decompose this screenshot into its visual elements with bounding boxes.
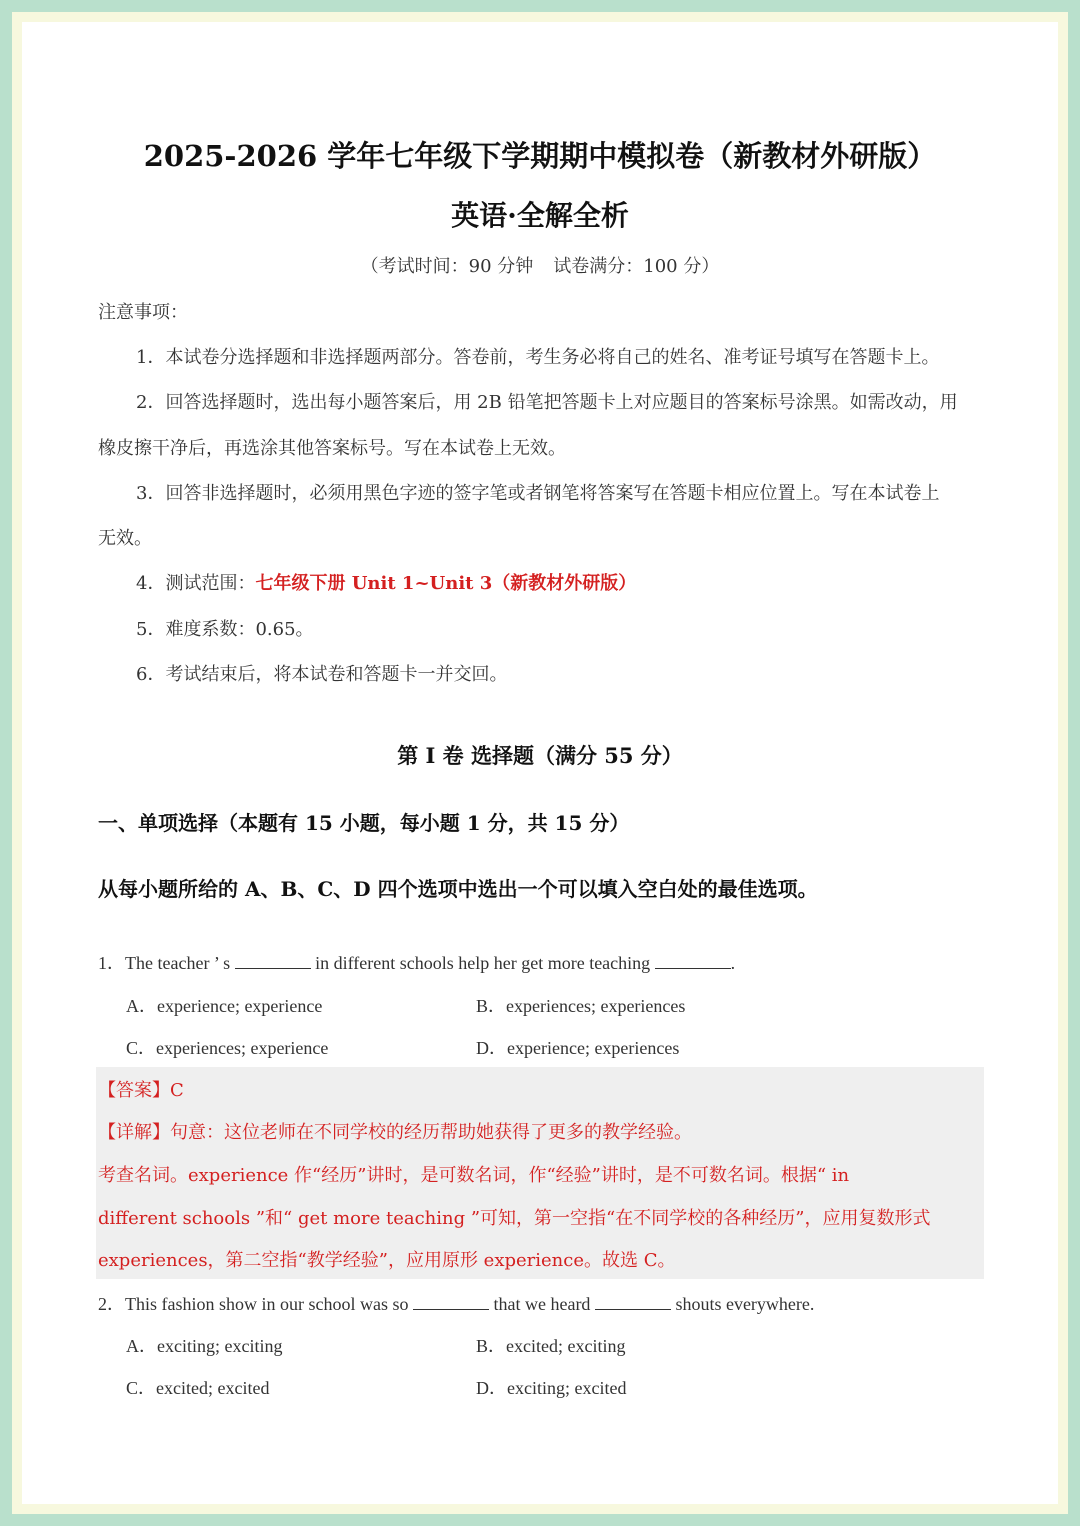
full-score: 试卷满分：100 分） bbox=[553, 256, 720, 277]
notice-item-2b: 橡皮擦干净后，再选涂其他答案标号。写在本试卷上无效。 bbox=[98, 438, 566, 459]
exam-info bbox=[0, 252, 1080, 278]
notice-item-2a: 2．回答选择题时，选出每小题答案后，用 2B 铅笔把答题卡上对应题目的答案标号涂黑。如需改动，用 bbox=[136, 392, 958, 413]
answer-blank bbox=[235, 954, 311, 969]
section-instruction: 从每小题所给的 A、B、C、D 四个选项中选出一个可以填入空白处的最佳选项。 bbox=[98, 877, 818, 901]
notice-item-4 bbox=[136, 569, 636, 595]
option-d: D．experience; experiences bbox=[476, 1038, 680, 1058]
page-subtitle: 英语·全解全析 bbox=[451, 199, 629, 232]
notice-item-4-prefix: 4．测试范围： bbox=[136, 573, 256, 594]
option-a: A．experience; experience bbox=[126, 996, 323, 1016]
page-title: 2025-2026 学年七年级下学期期中模拟卷（新教材外研版） bbox=[143, 139, 937, 173]
answer-blank bbox=[413, 1295, 489, 1310]
notice-item-1: 1．本试卷分选择题和非选择题两部分。答卷前，考生务必将自己的姓名、准考证号填写在答题卡上。 bbox=[136, 347, 940, 368]
option-b: B．experiences; experiences bbox=[476, 996, 686, 1016]
question-text: This fashion show in our school was so bbox=[125, 1294, 409, 1314]
notice-item-3b: 无效。 bbox=[98, 528, 152, 549]
test-range: 七年级下册 Unit 1~Unit 3（新教材外研版） bbox=[255, 573, 637, 594]
section-heading: 一、单项选择（本题有 15 小题，每小题 1 分，共 15 分） bbox=[98, 811, 630, 835]
question-text: that we heard bbox=[493, 1294, 591, 1314]
option-a: A．exciting; exciting bbox=[126, 1336, 283, 1356]
exam-time: （考试时间：90 分钟 bbox=[360, 256, 534, 277]
notice-item-6: 6．考试结束后，将本试卷和答题卡一并交回。 bbox=[136, 664, 508, 685]
question-number: 2． bbox=[98, 1294, 125, 1314]
notice-item-5: 5．难度系数：0.65。 bbox=[136, 619, 314, 640]
option-b: B．excited; exciting bbox=[476, 1336, 626, 1356]
option-c: C．excited; excited bbox=[126, 1378, 270, 1398]
question-text: in different schools help her get more teaching bbox=[315, 953, 651, 973]
explanation-line-4: experiences，第二空指“教学经验”，应用原形 experience。故选 C。 bbox=[98, 1250, 676, 1271]
answer-blank bbox=[655, 954, 731, 969]
question-text: . bbox=[730, 953, 736, 973]
question-1 bbox=[98, 949, 735, 975]
answer-blank bbox=[595, 1295, 671, 1310]
question-text: shouts everywhere. bbox=[675, 1294, 815, 1314]
notice-heading: 注意事项： bbox=[98, 302, 188, 323]
answer-label: 【答案】C bbox=[98, 1080, 184, 1101]
option-d: D．exciting; excited bbox=[476, 1378, 627, 1398]
question-number: 1． bbox=[98, 953, 125, 973]
part-title: 第 I 卷 选择题（满分 55 分） bbox=[397, 743, 683, 768]
explanation-line-3: different schools ”和“ get more teaching ”可知，第一空指“在不同学校的各种经历”，应用复数形式 bbox=[98, 1208, 931, 1229]
option-c: C．experiences; experience bbox=[126, 1038, 329, 1058]
notice-item-3a: 3．回答非选择题时，必须用黑色字迹的签字笔或者钢笔将答案写在答题卡相应位置上。写在本试卷上 bbox=[136, 483, 940, 504]
question-2 bbox=[98, 1290, 814, 1316]
explanation-line-1: 【详解】句意：这位老师在不同学校的经历帮助她获得了更多的教学经验。 bbox=[98, 1122, 692, 1143]
question-text: The teacher ’ s bbox=[125, 953, 231, 973]
explanation-line-2: 考查名词。experience 作“经历”讲时，是可数名词，作“经验”讲时，是不可数名词。根据“ in bbox=[98, 1165, 850, 1186]
